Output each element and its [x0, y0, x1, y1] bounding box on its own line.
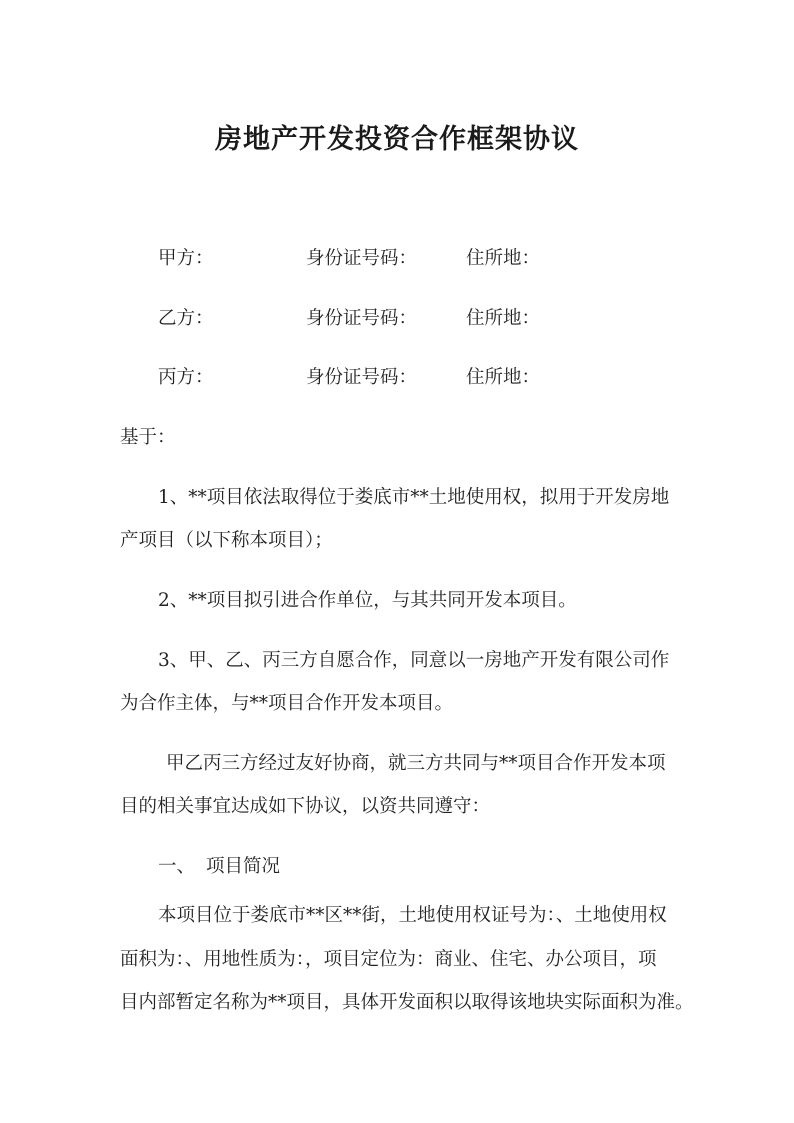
paragraph-line: 产项目（以下称本项目）；: [120, 530, 333, 551]
paragraph-line: 1、**项目依法取得位于娄底市**土地使用权，拟用于开发房地: [158, 487, 670, 508]
paragraph-line: 目的相关事宜达成如下协议，以资共同遵守：: [120, 796, 491, 817]
party-address-label: 住所地：: [466, 308, 541, 329]
basis-heading: 基于：: [120, 427, 176, 448]
party-id-label: 身份证号码：: [306, 248, 418, 269]
paragraph-line: 甲乙丙三方经过友好协商，就三方共同与**项目合作开发本项: [166, 753, 666, 774]
document-title: 房地产开发投资合作框架协议: [215, 124, 579, 155]
party-label: 丙方：: [158, 367, 214, 388]
paragraph-line: 3、甲、乙、丙三方自愿合作，同意以一房地产开发有限公司作: [158, 650, 670, 671]
paragraph-line: 为合作主体，与**项目合作开发本项目。: [120, 693, 454, 714]
party-label: 甲方：: [158, 248, 214, 269]
paragraph-line: 本项目位于娄底市**区**街，土地使用权证号为：、土地使用权: [158, 905, 667, 926]
paragraph-line: 目内部暂定名称为**项目，具体开发面积以取得该地块实际面积为准。: [120, 992, 694, 1013]
paragraph-line: 2、**项目拟引进合作单位，与其共同开发本项目。: [158, 590, 577, 611]
party-address-label: 住所地：: [466, 367, 541, 388]
party-label: 乙方：: [158, 308, 214, 329]
section-number: 一、: [158, 856, 196, 877]
paragraph-line: 面积为：、用地性质为：，项目定位为：商业、住宅、办公项目，项: [120, 949, 657, 970]
party-id-label: 身份证号码：: [306, 308, 418, 329]
party-id-label: 身份证号码：: [306, 367, 418, 388]
section-heading: 项目简况: [206, 856, 281, 877]
party-address-label: 住所地：: [466, 248, 541, 269]
